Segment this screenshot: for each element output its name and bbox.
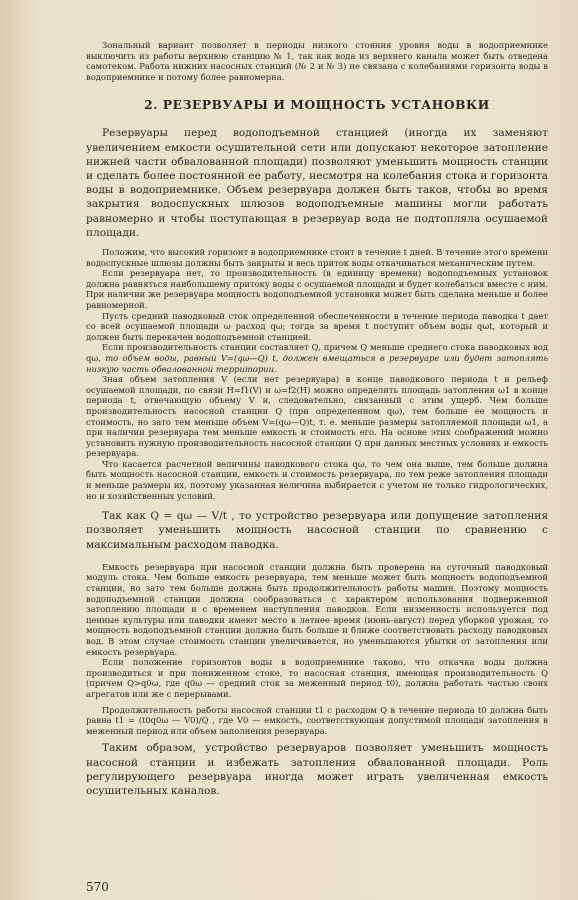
formula-paragraph: Так как Q = qω — V/t , то устройство резервуара или допущение затопления позволяет уменьшить мощность насосной станции по сравнению с максимальным расходом паводка. bbox=[86, 510, 548, 551]
closing-paragraph: Таким образом, устройство резервуаров позволяет уменьшить мощность насосной станции и избежать затопления обвалованной площади. Роль регулирующего резервуара иногда может играть увеличенная емкость осушительных каналов. bbox=[86, 742, 548, 797]
paragraph-9: Если положение горизонтов воды в водоприемнике таково, что откачка воды должна производиться и при пониженном стоке, то насосная станция, имеющая производительность Q (причем Q>q0ω, где q0ω — средний сток за меженный период t0), должна работать частью своих агрегатов или же с перерывами. bbox=[86, 657, 548, 699]
intro-paragraph: Зональный вариант позволяет в периоды низкого стояния уровня воды в водоприемнике выключить из работы верхнюю станцию № 1, так как вода из верхнего канала может быть отведена самотеком. Работа нижних насосных станций (№ 2 и № 3) не связана с колебаниями горизонта воды в водоприемнике и потому более равномерна. bbox=[86, 40, 548, 82]
paragraph-6: Что касается расчетной величины паводкового стока qω, то чем она выше, тем больше должна быть мощность насосной станции, емкость и стоимость резервуара, по тем реже затопления площади и меньше размеры их, поэтому указанная величина выбирается с учетом не только гидрологических, но и хозяйственных условий. bbox=[86, 458, 548, 501]
paragraph-3: Пусть средний паводковый сток определенной обеспеченности в течение периода паводка t дает со всей осушаемой площади ω расход qω; тогда за время t поступит объем воды qωt, который и должен быть перекачен водоподъемной станцией. bbox=[86, 310, 548, 342]
paragraph-10: Продолжительность работы насосной станции t1 с расходом Q в течение периода t0 должна быть равна t1 = (t0q0ω — V0)/Q , где V0 — емкость, соответствующая допустимой площади затопления в меженный период или объем заполнения резервуара. bbox=[86, 704, 548, 736]
lead-paragraph: Резервуары перед водоподъемной станцией (иногда их заменяют увеличением емкости осушительной сети или допускают некоторое затопление нижней части обвалованной площади) позволяют уменьшить мощность станции и сделать более постоянной ее работу, несмотря на колебания стока и горизонта воды в водоприемнике. Объем резервуара должен быть таков, чтобы во время закрытия водоспускных шлюзов водоподъемные машины могли работать равномерно и чтобы поступающая в резервуар вода не подтопляла осушаемой площади. bbox=[86, 127, 548, 239]
paragraph-5: Зная объем затопления V (если нет резервуара) в конце паводкового периода t и рельеф осушаемой площади, по связи H=f1(V) и ω=f2(H) можно определить площадь затопления ω1 в конце периода t, отвечающую объему V и, следовательно, связанный с этим ущерб. Чем больше производительность насосной станции Q (при определенном qω), тем больше ее мощность и стоимость, но зато тем меньше объем V=(qω—Q)t, т. е. меньше размеры затопляемой площади ω1, а при наличии резервуара тем меньше емкость и стоимость его. На основе этих соображений можно установить нужную производительность насосной станции Q при данных местных условиях и емкость резервуара. bbox=[86, 374, 548, 459]
paragraph-1: Положим, что высокий горизонт в водоприемнике стоит в течение t дней. В течение этого времени водоспускные шлюзы должны быть закрыты и весь приток воды откачиваться механическим путем. bbox=[86, 247, 549, 268]
paragraph-4-italic: то объем воды, равный V=(qω—Q) t, должен вмещаться в резервуаре или будет затоплять низкую часть обвалованной территории. bbox=[86, 352, 548, 374]
section-heading: 2. РЕЗЕРВУАРЫ И МОЩНОСТЬ УСТАНОВКИ bbox=[144, 98, 490, 113]
paragraph-2: Если резервуара нет, то производительность (в единицу времени) водоподъемных установок должна равняться наибольшему притоку воды с осушаемой площади и будет колебаться вместе с ним. При наличии же резервуара мощность водоподъемной установки может быть сделана меньше и более равномерной. bbox=[86, 268, 548, 310]
page-number: 570 bbox=[86, 880, 109, 894]
paragraph-4-start: Если производительность станции составляет Q, причем Q меньше среднего стока паводковых вод qω, bbox=[86, 342, 548, 363]
paragraph-8: Емкость резервуара при насосной станции должна быть проверена на суточный паводковый модуль стока. Чем больше емкость резервуара, тем меньше может быть мощность водоподъемной станции, но зато тем больше должна быть продолжительность работы машин. Поэтому мощность водоподъемной станции должна сообразоваться с характером использования подверженной затоплению площади и с временем наступления паводков. Если низменность используется под ценные культуры или паводки имеют место в летнее время (июнь-август) перед уборкой урожая, то мощность водоподъемной станции должна быть больше и ближе соответствовать расходу паводковых вод. В этом случае стоимость станции увеличивается, но уменьшаются убытки от затопления или емкость резервуара. bbox=[86, 561, 548, 657]
paragraph-4 bbox=[86, 342, 548, 374]
